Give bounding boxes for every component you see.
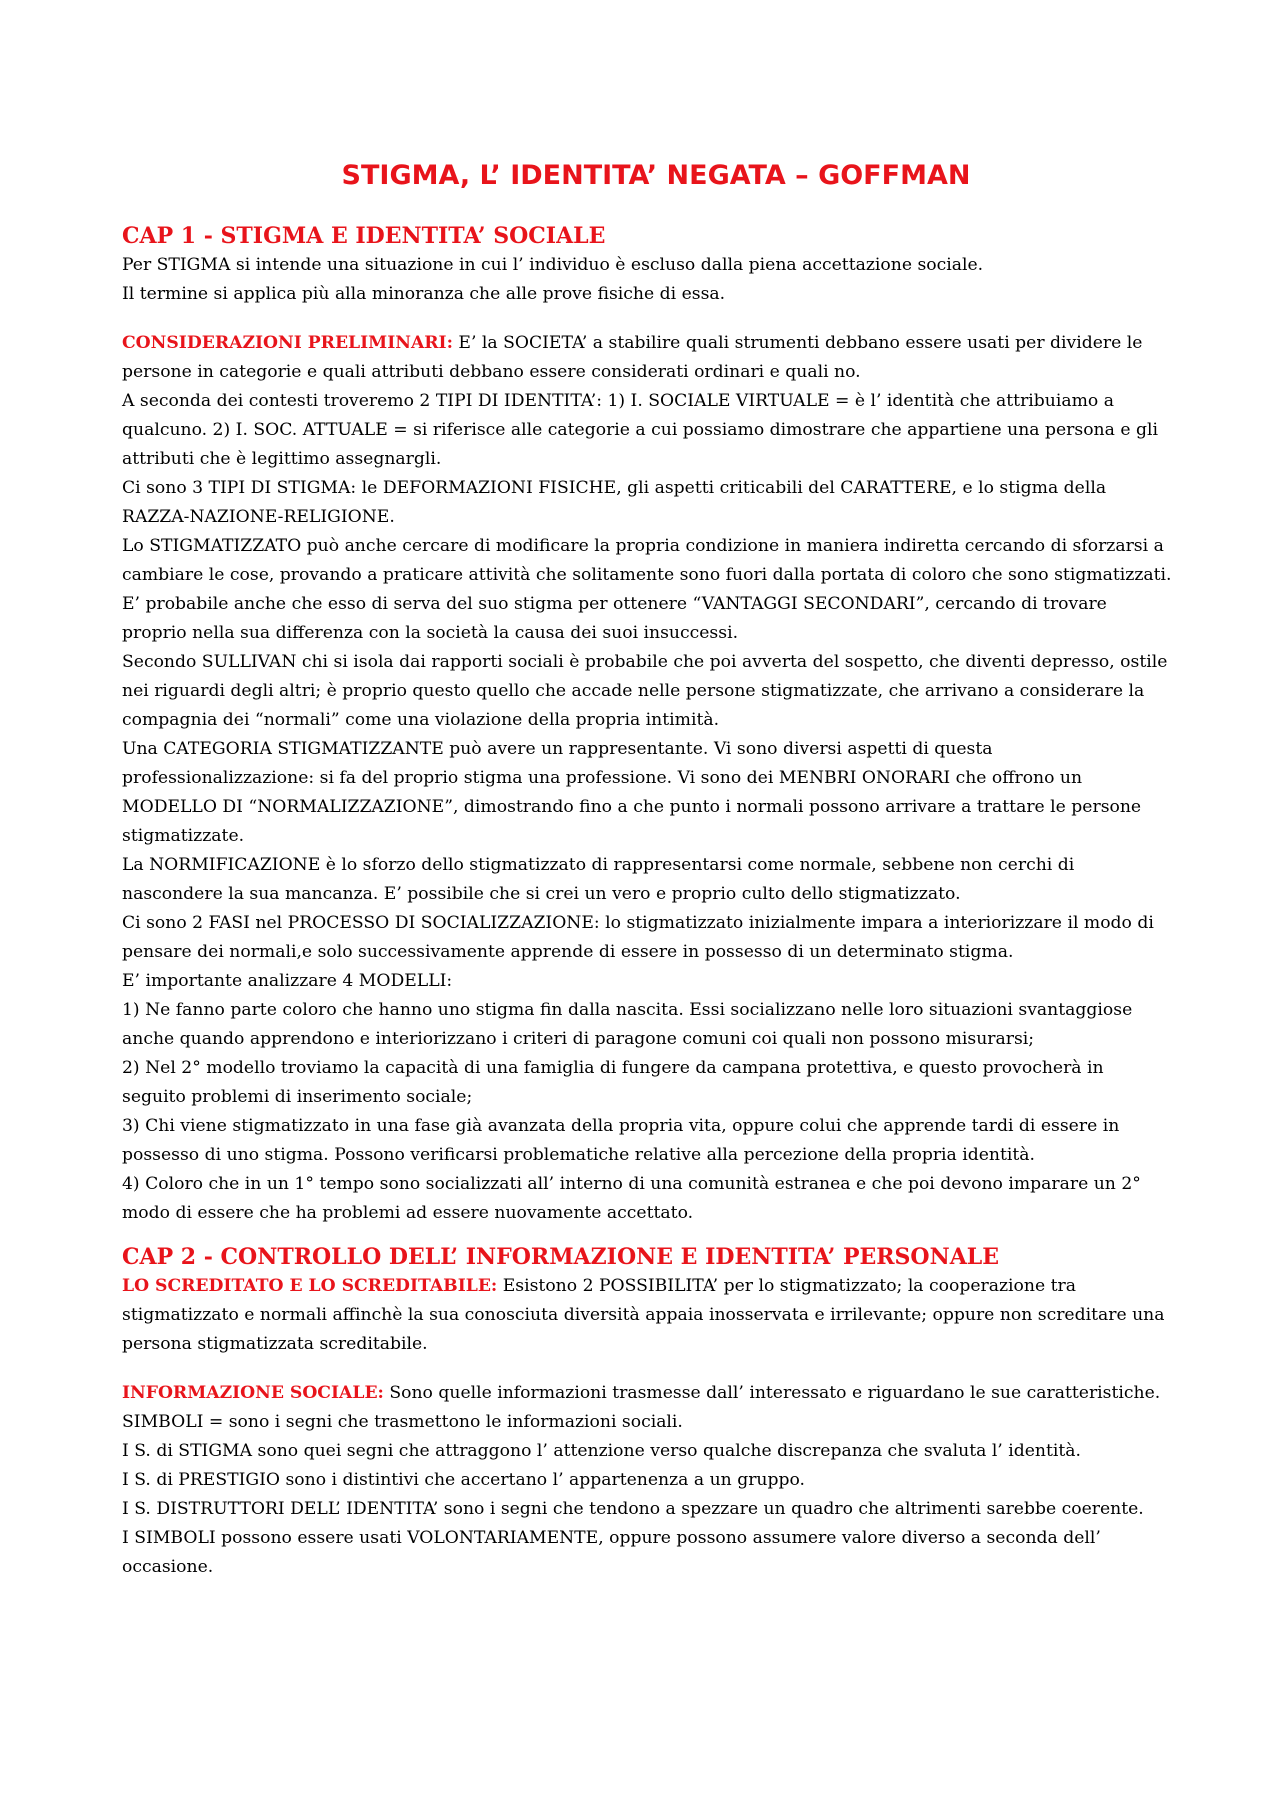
paragraph: A seconda dei contesti troveremo 2 TIPI DI IDENTITA’: 1) I. SOCIALE VIRTUALE = è l’ identità che attribuiamo a qualcuno. 2) I. SOC. ATTUALE = si riferisce alle categorie a cui possiamo dimostrare che appartiene una persona e gli attributi che è legittimo assegnargli. [122,391,1158,469]
paragraph: Ci sono 2 FASI nel PROCESSO DI SOCIALIZZAZIONE: lo stigmatizzato inizialmente impara a interiorizzare il modo di pensare dei normali,e solo successivamente apprende di essere in possesso di un determinato stigma. [122,913,1154,962]
paragraph: Una CATEGORIA STIGMATIZZANTE può avere un rappresentante. Vi sono diversi aspetti di questa professionalizzazione: si fa del proprio stigma una professione. Vi sono dei MENBRI ONORARI che offrono un MODELLO DI “NORMALIZZAZIONE”, dimostrando fino a che punto i normali possono arrivare a trattare le persone stigmatizzate. [122,739,1142,846]
list-item: 1) Ne fanno parte coloro che hanno uno stigma fin dalla nascita. Essi socializzano nelle loro situazioni svantaggiose anche quando apprendono e interiorizzano i criteri di paragone comuni coi quali non possono misurarsi; [122,1000,1133,1049]
paragraph: Per STIGMA si intende una situazione in cui l’ individuo è escluso dalla piena accettazione sociale. [122,255,984,275]
social-information-text: Sono quelle informazioni trasmesse dall’ interessato e riguardano le sue caratteristiche. [383,1383,1161,1403]
screditato-paragraph [122,1272,1172,1359]
paragraph: I SIMBOLI possono essere usati VOLONTARIAMENTE, oppure possono assumere valore diverso a seconda dell’ occasione. [122,1528,1101,1577]
list-item: 2) Nel 2° modello troviamo la capacità di una famiglia di fungere da campana protettiva, e questo provocherà in seguito problemi di inserimento sociale; [122,1058,1104,1107]
paragraph: SIMBOLI = sono i segni che trasmettono le informazioni sociali. [122,1412,683,1432]
paragraph: Secondo SULLIVAN chi si isola dai rapporti sociali è probabile che poi avverta del sospetto, che diventi depresso, ostile nei riguardi degli altri; è proprio questo quello che accade nelle persone stigmatizzate, che arrivano a considerare la compagnia dei “normali” come una violazione della propria intimità. [122,652,1168,730]
paragraph: I S. di PRESTIGIO sono i distintivi che accertano l’ appartenenza a un gruppo. [122,1470,805,1490]
list-item: 4) Coloro che in un 1° tempo sono socializzati all’ interno di una comunità estranea e che poi devono imparare un 2° modo di essere che ha problemi ad essere nuovamente accettato. [122,1174,1141,1223]
paragraph: Ci sono 3 TIPI DI STIGMA: le DEFORMAZIONI FISICHE, gli aspetti criticabili del CARATTERE, e lo stigma della RAZZA-NAZIONE-RELIGIONE. [122,478,1107,527]
paragraph: I S. di STIGMA sono quei segni che attraggono l’ attenzione verso qualche discrepanza che svaluta l’ identità. [122,1441,1081,1461]
preliminary-considerations-text: E’ la SOCIETA’ a stabilire quali strumenti debbano essere usati per dividere le persone in categorie e quali attributi debbano essere considerati ordinari e quali no. [122,333,1143,382]
paragraph: I S. DISTRUTTORI DELL’ IDENTITA’ sono i segni che tendono a spezzare un quadro che altrimenti sarebbe coerente. [122,1499,1144,1519]
chapter-1-heading: CAP 1 - STIGMA E IDENTITA’ SOCIALE [122,223,606,249]
paragraph: E’ importante analizzare 4 MODELLI: [122,971,453,991]
social-information-paragraph [122,1379,1172,1408]
chapter-2-heading: CAP 2 - CONTROLLO DELL’ INFORMAZIONE E IDENTITA’ PERSONALE [122,1244,1000,1270]
social-information-label: INFORMAZIONE SOCIALE: [122,1383,384,1403]
preliminary-considerations-paragraph [122,329,1172,387]
preliminary-considerations-label: CONSIDERAZIONI PRELIMINARI: [122,333,453,353]
paragraph: Lo STIGMATIZZATO può anche cercare di modificare la propria condizione in maniera indiretta cercando di sforzarsi a cambiare le cose, provando a praticare attività che solitamente sono fuori dalla portata di coloro che sono stigmatizzati. E’ probabile anche che esso di serva del suo stigma per ottenere “VANTAGGI SECONDARI”, cercando di trovare proprio nella sua differenza con la società la causa dei suoi insuccessi. [122,536,1172,643]
list-item: 3) Chi viene stigmatizzato in una fase già avanzata della propria vita, oppure colui che apprende tardi di essere in possesso di uno stigma. Possono verificarsi problematiche relative alla percezione della propria identità. [122,1116,1120,1165]
document-title: STIGMA, L’ IDENTITA’ NEGATA – GOFFMAN [341,160,971,191]
screditato-text: Esistono 2 POSSIBILITA’ per lo stigmatizzato; la cooperazione tra stigmatizzato e normali affinchè la sua conosciuta diversità appaia inosservata e irrilevante; oppure non screditare una persona stigmatizzata screditabile. [122,1276,1165,1354]
document-page [122,150,1172,1582]
paragraph: Il termine si applica più alla minoranza che alle prove fisiche di essa. [122,284,726,304]
screditato-label: LO SCREDITATO E LO SCREDITABILE: [122,1276,498,1296]
paragraph: La NORMIFICAZIONE è lo sforzo dello stigmatizzato di rappresentarsi come normale, sebbene non cerchi di nascondere la sua mancanza. E’ possibile che si crei un vero e proprio culto dello stigmatizzato. [122,855,1075,904]
